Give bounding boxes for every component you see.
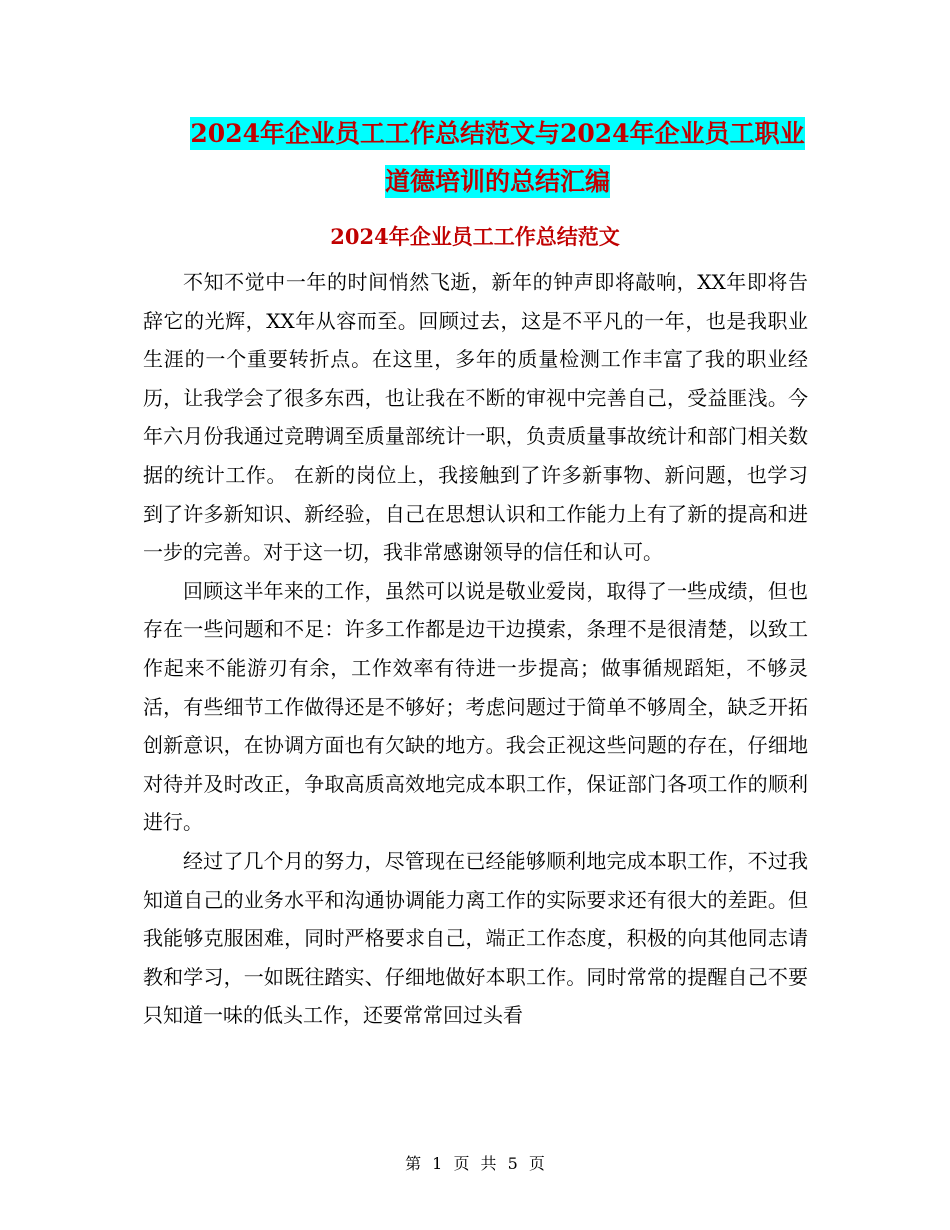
document-title xyxy=(140,110,855,206)
paragraph-2: 回顾这半年来的工作，虽然可以说是敬业爱岗，取得了一些成绩，但也存在一些问题和不足：许多工作都是边干边摸索，条理不是很清楚，以致工作起来不能游刃有余，工作效率有待进一步提高；做事循规蹈矩，不够灵活，有些细节工作做得还是不够好；考虑问题过于简单不够周全，缺乏开拓创新意识，在协调方面也有欠缺的地方。我会正视这些问题的存在，仔细地对待并及时改正，争取高质高效地完成本职工作，保证部门各项工作的顺利进行。 xyxy=(143,578,808,835)
document-body xyxy=(143,263,808,1035)
document-title-line-2: 道德培训的总结汇编 xyxy=(384,167,610,196)
document-title-line-1: 2024年企业员工工作总结范文与2024年企业员工职业 xyxy=(190,119,805,148)
paragraph-3: 经过了几个月的努力，尽管现在已经能够顺利地完成本职工作，不过我知道自己的业务水平和沟通协调能力离工作的实际要求还有很大的差距。但我能够克服困难，同时严格要求自己，端正工作态度，积极的向其他同志请教和学习，一如既往踏实、仔细地做好本职工作。同时常常的提醒自己不要只知道一味的低头工作，还要常常回过头看 xyxy=(143,848,808,1028)
page-footer: 第 1 页 共 5 页 xyxy=(405,1154,545,1173)
section-title: 2024年企业员工工作总结范文 xyxy=(330,224,620,249)
paragraph-1: 不知不觉中一年的时间悄然飞逝，新年的钟声即将敲响，XX年即将告辞它的光辉，XX年从容而至。回顾过去，这是不平凡的一年，也是我职业生涯的一个重要转折点。在这里，多年的质量检测工作丰富了我的职业经历，让我学会了很多东西，也让我在不断的审视中完善自己，受益匪浅。今年六月份我通过竞聘调至质量部统计一职，负责质量事故统计和部门相关数据的统计工作。 在新的岗位上，我接触到了许多新事物、新问题，也学习到了许多新知识、新经验，自己在思想认识和工作能力上有了新的提高和进一步的完善。对于这一切，我非常感谢领导的信任和认可。 xyxy=(143,270,808,565)
